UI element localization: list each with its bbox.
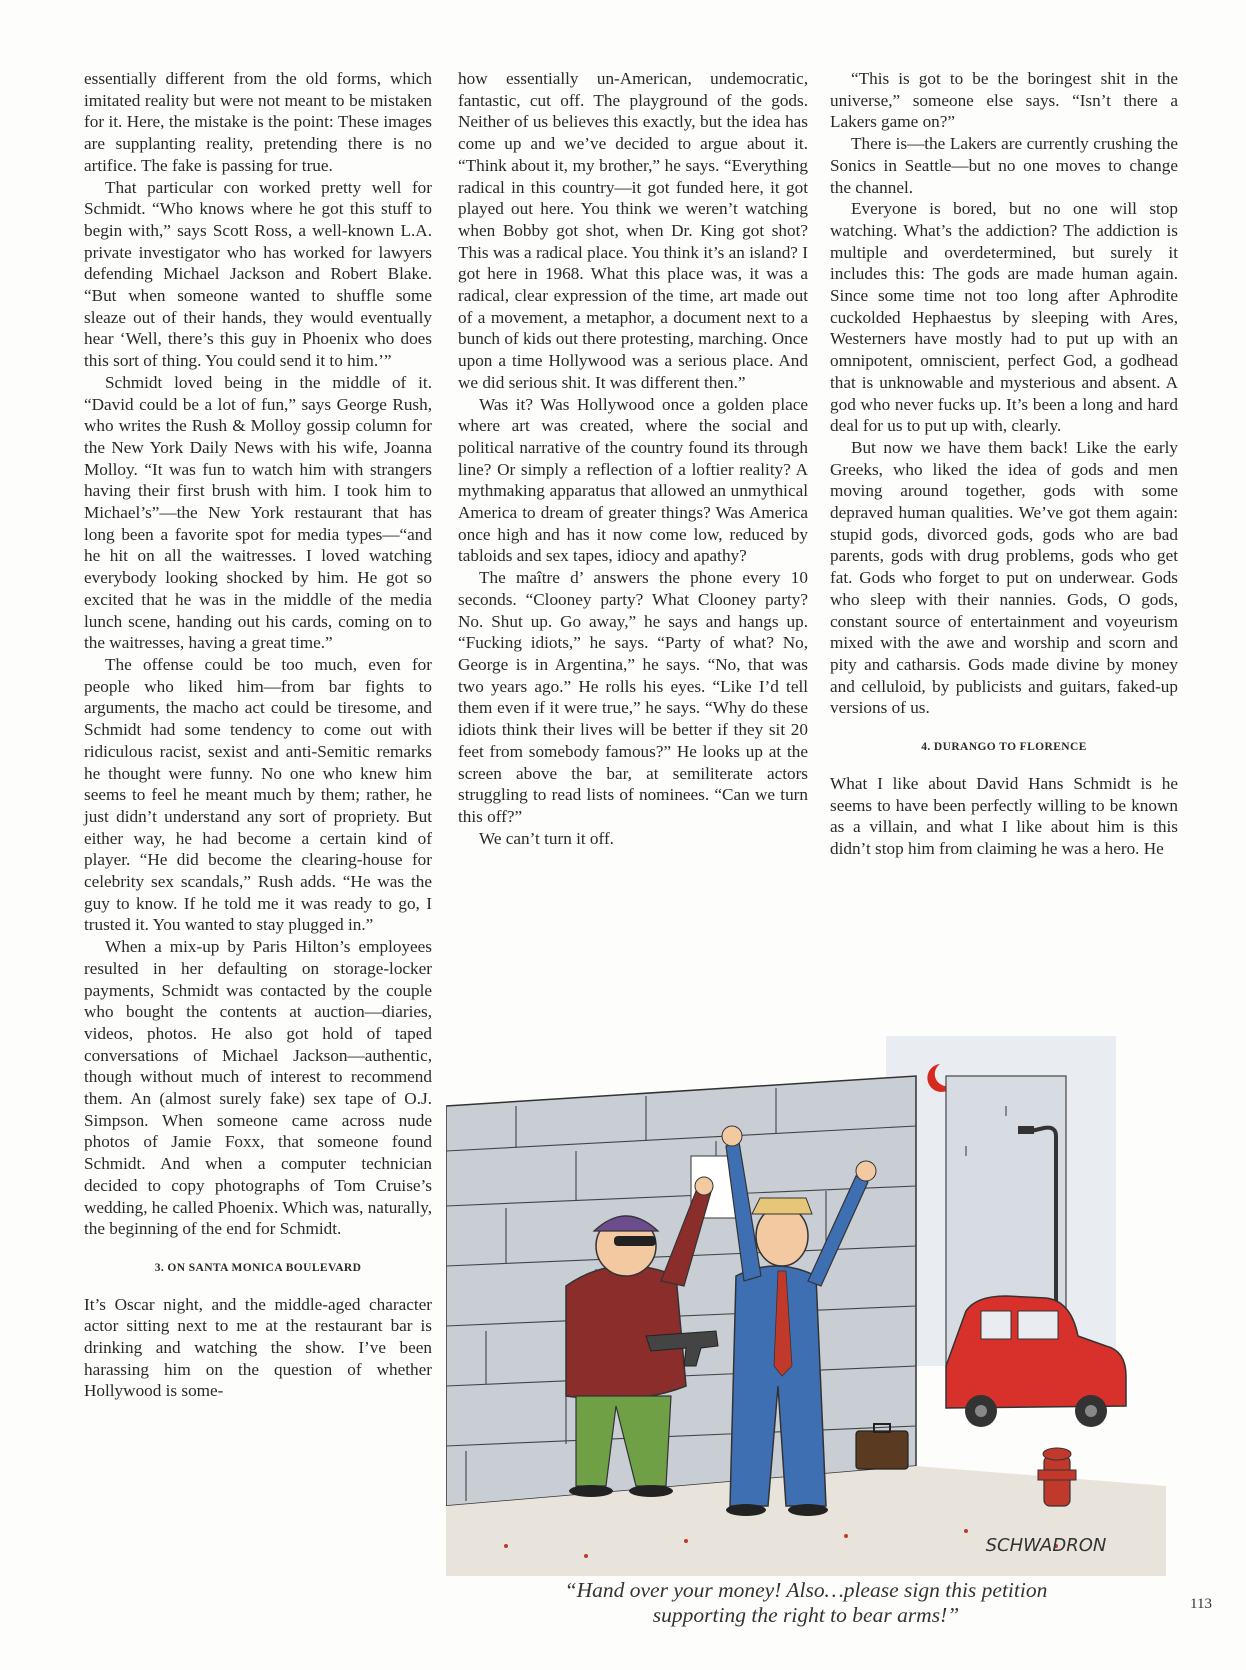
paragraph: What I like about David Hans Schmidt is he seems to have been perfectly willing to be known as a villain, and what I like about him is this didn’t stop him from claiming he was a hero. He xyxy=(830,773,1178,858)
paragraph: We can’t turn it off. xyxy=(479,828,614,848)
paragraph: Was it? Was Hollywood once a golden place where art was created, where the social and political narrative of the country found its through line? Or simply a reflection of a loftier reality? A mythmaking apparatus that allowed an unmythical America to dream of greater things? Was America once high and has it now come low, reduced by tabloids and sex tapes, idiocy and apathy? xyxy=(458,394,808,566)
paragraph: essentially different from the old forms, which imitated reality but were not meant to be mistaken for it. Here, the mistake is the point: These images are supplanting reality, pretending there is no artifice. The fake is passing for true. xyxy=(84,69,432,175)
paragraph: “This is got to be the boringest shit in the universe,” someone else says. “Isn’t there a Lakers game on?” xyxy=(830,69,1178,132)
paragraph: how essentially un-American, undemocratic, fantastic, cut off. The playground of the gods. Neither of us believes this exactly, but the idea has come up and we’ve decided to argue about it. “Think about it, my brother,” he says. “Everything radical in this country—it got funded here, it got played out here. You think we weren’t watching when Bobby got shot, when Dr. King got shot? This was a radical place. You think it’s an island? I got here in 1968. What this place was, it was a radical, clear expression of the time, art made out of a movement, a metaphor, a document next to a bunch of kids out there protesting, marching. Once upon a time Hollywood was a serious place. And we did serious shit. It was different then.” xyxy=(458,69,808,392)
page-number: 113 xyxy=(1190,1596,1212,1612)
column-1 xyxy=(84,68,432,1402)
paragraph: But now we have them back! Like the early Greeks, who liked the idea of gods and men moving around together, gods with some depraved human qualities. We’ve got them again: stupid gods, divorced gods, gods who are bad parents, gods with drug problems, gods who get fat. Gods who forget to put on underwear. Gods who sleep with their nannies. Gods, O gods, constant source of entertainment and voyeurism mixed with the awe and worship and scorn and pity and catharsis. Gods made divine by money and celluloid, by publicists and guitars, faked-up versions of us. xyxy=(830,437,1178,718)
paragraph: Everyone is bored, but no one will stop watching. What’s the addiction? The addiction is multiple and overdetermined, but surely it includes this: The gods are made human again. Since some time not too long after Aphrodite cuckolded Hephaestus by sleeping with Ares, Westerners have mostly had to put up with an omnipotent, omniscient, perfect God, a godhead that is unknowable and mysterious and absent. A god who never fucks up. It’s been a long and hard deal for us to put up with, clearly. xyxy=(830,199,1178,436)
caption-line-1: “Hand over your money! Also…please sign this petition xyxy=(564,1578,1048,1602)
column-3 xyxy=(830,68,1178,860)
section-heading: 4. DURANGO TO FLORENCE xyxy=(921,741,1087,754)
caption-line-2: supporting the right to bear arms!” xyxy=(652,1603,960,1627)
paragraph: It’s Oscar night, and the middle-aged character actor sitting next to me at the restaurant bar is drinking and watching the show. I’ve been harassing him on the question of whether Hollywood is some- xyxy=(84,1294,432,1401)
paragraph: The maître d’ answers the phone every 10 seconds. “Clooney party? What Clooney party? No. Shut up. Go away,” he says and hangs up. “Fucking idiots,” he says. “Party of what? No, George is in Argentina,” he says. “No, that was two years ago.” He rolls his eyes. “Like I’d tell them even if it were true,” he says. “Why do these idiots think their lives will be better if they sit 20 feet from somebody famous?” He looks up at the screen above the bar, at semiliterate actors struggling to read lists of nominees. “Can we turn this off?” xyxy=(458,568,808,826)
column-2 xyxy=(458,68,808,849)
paragraph: That particular con worked pretty well for Schmidt. “Who knows where he got this stuff to begin with,” says Scott Ross, a well-known L.A. private investigator who has worked for lawyers defending Michael Jackson and Robert Blake. “But when someone wanted to shuffle some sleaze out of their hands, they would eventually hear ‘Well, there’s this guy in Phoenix who does this sort of thing. You could send it to him.’” xyxy=(84,177,432,371)
cartoon-caption xyxy=(446,1578,1166,1628)
paragraph: Schmidt loved being in the middle of it. “David could be a lot of fun,” says George Rush, who writes the Rush & Molloy gossip column for the New York Daily News with his wife, Joanna Molloy. “It was fun to watch him with strangers having their first brush with him. I took him to Michael’s”—the New York restaurant that has long been a favorite spot for media types—“and he hit on all the waitresses. I loved watching everybody looking shocked by him. He got so excited that he was in the middle of the media lunch scene, handing out his cards, coming on to the waitresses, having a great time.” xyxy=(84,372,432,653)
briefcase-icon xyxy=(856,1431,908,1469)
paragraph: There is—the Lakers are currently crushing the Sonics in Seattle—but no one moves to change the channel. xyxy=(830,134,1178,197)
section-heading: 3. ON SANTA MONICA BOULEVARD xyxy=(154,1261,362,1274)
cartoon-signature: SCHWADRON xyxy=(985,1535,1107,1556)
cartoon-illustration xyxy=(446,1036,1166,1576)
paragraph: When a mix-up by Paris Hilton’s employees resulted in her defaulting on storage-locker payments, Schmidt was contacted by the couple who bought the contents at auction—diaries, videos, photos. He also got hold of taped conversations of Michael Jackson—authentic, though without much of interest to recommend them. An (almost surely fake) sex tape of O.J. Simpson. When someone came across nude photos of Jamie Foxx, that someone found Schmidt. And when a computer technician decided to copy photographs of Tom Cruise’s wedding, he called Phoenix. Which was, naturally, the beginning of the end for Schmidt. xyxy=(84,937,432,1239)
paragraph: The offense could be too much, even for people who liked him—from bar fights to arguments, the macho act could be tiresome, and Schmidt had some tendency to come out with ridiculous racist, sexist and anti-Semitic remarks he thought were funny. No one who knew him seems to feel he meant much by them; rather, he just didn’t understand any sort of propriety. But either way, he had become a certain kind of player. “He did become the clearing-house for celebrity sex scandals,” Rush adds. “He was the guy to know. If he told me it was ready to go, I trusted it. You wanted to stay plugged in.” xyxy=(84,654,432,935)
